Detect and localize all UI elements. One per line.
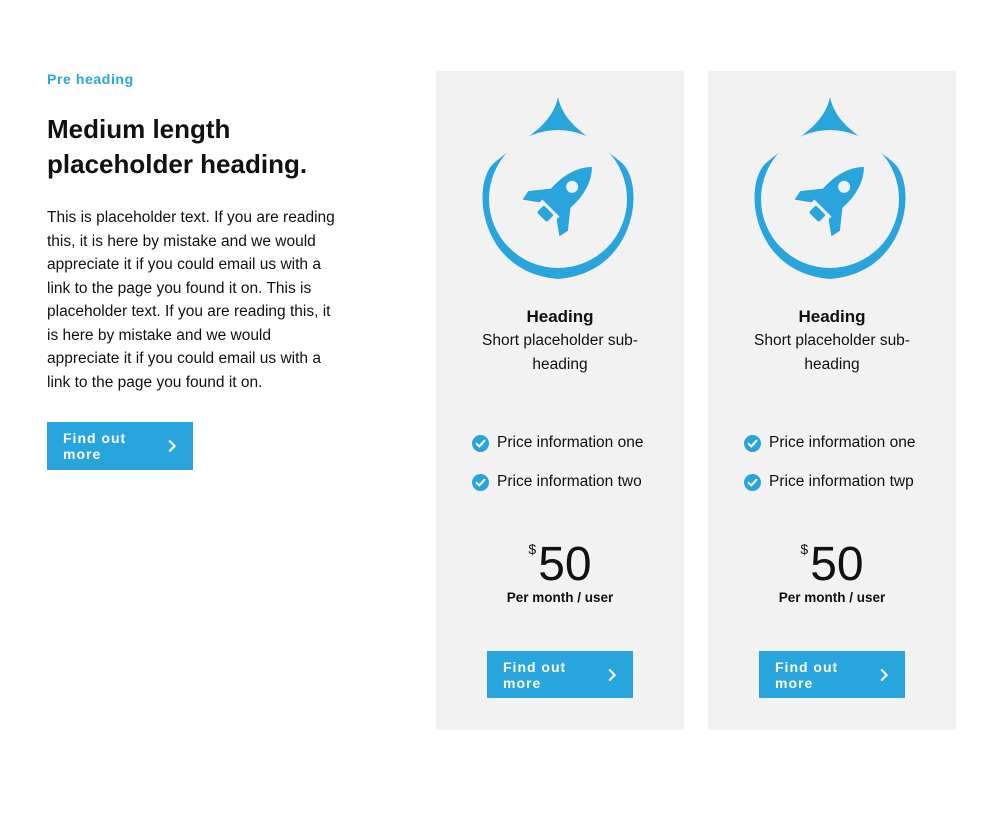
feature-item [744,470,915,494]
price-currency: $ [800,541,809,557]
button-label: Find out more [775,658,839,691]
feature-item [472,470,643,494]
check-circle-icon [744,435,761,452]
check-circle-icon [744,474,761,491]
price-period: Per month / user [506,590,614,605]
price-period: Per month / user [778,590,886,605]
price-amount: 50 [538,538,592,591]
card-find-out-more-button[interactable] [487,651,633,698]
card-heading: Heading [798,307,866,326]
button-label: Find out more [503,658,567,691]
pricing-card [708,71,956,730]
price [436,539,684,591]
card-subheading: Short placeholder sub-heading [754,332,910,373]
check-circle-icon [472,474,489,491]
intro-find-out-more-button[interactable] [47,422,193,470]
feature-text: Price information one [769,434,916,451]
chevron-right-icon [608,668,617,682]
chevron-right-icon [168,439,177,453]
card-find-out-more-button[interactable] [759,651,905,698]
feature-text: Price information two [497,473,642,490]
check-circle-icon [472,435,489,452]
pre-heading: Pre heading [47,71,134,87]
section-heading: Medium length placeholder heading. [47,114,308,179]
pricing-card [436,71,684,730]
price [708,539,956,591]
feature-item [472,431,643,455]
feature-text: Price information one [497,434,644,451]
button-label: Find out more [63,430,127,462]
intro-column [47,70,347,462]
drupal-drop-rocket-icon [752,93,912,283]
feature-list [744,431,915,509]
feature-list [472,431,643,509]
card-subheading: Short placeholder sub-heading [482,332,638,373]
card-heading: Heading [526,307,594,326]
feature-text: Price information twp [769,473,914,490]
feature-item [744,431,915,455]
price-amount: 50 [810,538,864,591]
chevron-right-icon [880,668,889,682]
price-currency: $ [528,541,537,557]
intro-body-text: This is placeholder text. If you are reading this, it is here by mistake and we would appreciate it if you could email us with a link to the page you found it on. This is placeholder text. If you are reading this, it is here by mistake and we would appreciate it if you could email us with a link to the page you found it on. [47,209,335,391]
drupal-drop-rocket-icon [480,93,640,283]
